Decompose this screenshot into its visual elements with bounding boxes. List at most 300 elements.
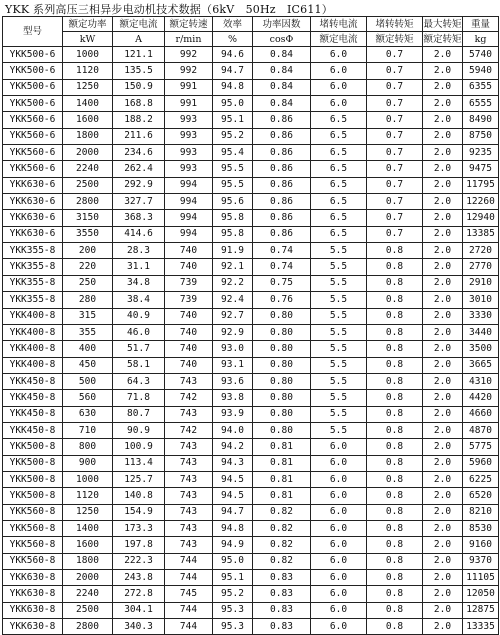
cell-max-torque: 2.0 xyxy=(423,259,463,275)
cell-speed: 992 xyxy=(165,63,213,79)
cell-efficiency: 95.8 xyxy=(213,226,253,242)
cell-locked-torque: 0.8 xyxy=(367,471,423,487)
cell-locked-current: 5.5 xyxy=(311,292,367,308)
cell-current: 304.1 xyxy=(113,602,165,618)
cell-speed: 991 xyxy=(165,96,213,112)
cell-speed: 743 xyxy=(165,488,213,504)
table-row xyxy=(3,520,499,536)
cell-speed: 993 xyxy=(165,128,213,144)
cell-efficiency: 94.9 xyxy=(213,537,253,553)
table-row xyxy=(3,570,499,586)
header-max-torque: 最大转矩 xyxy=(423,18,462,30)
cell-locked-torque: 0.8 xyxy=(367,488,423,504)
cell-current: 64.3 xyxy=(113,373,165,389)
cell-current: 243.8 xyxy=(113,570,165,586)
table-row xyxy=(3,553,499,569)
cell-model: YKK500-8 xyxy=(3,488,63,504)
cell-model: YKK400-8 xyxy=(3,324,63,340)
cell-power-factor: 0.82 xyxy=(253,553,311,569)
cell-max-torque: 2.0 xyxy=(423,161,463,177)
cell-locked-torque: 0.8 xyxy=(367,308,423,324)
cell-efficiency: 92.4 xyxy=(213,292,253,308)
cell-power: 2500 xyxy=(63,177,113,193)
cell-locked-current: 5.5 xyxy=(311,390,367,406)
cell-efficiency: 93.8 xyxy=(213,390,253,406)
cell-current: 46.0 xyxy=(113,324,165,340)
cell-power: 220 xyxy=(63,259,113,275)
cell-power-factor: 0.80 xyxy=(253,357,311,373)
cell-weight: 9235 xyxy=(463,145,499,161)
cell-max-torque: 2.0 xyxy=(423,275,463,291)
cell-power: 1250 xyxy=(63,504,113,520)
cell-max-torque: 2.0 xyxy=(423,537,463,553)
cell-efficiency: 94.8 xyxy=(213,79,253,95)
cell-power-factor: 0.86 xyxy=(253,194,311,210)
cell-model: YKK560-6 xyxy=(3,161,63,177)
cell-locked-current: 6.0 xyxy=(311,471,367,487)
cell-power-factor: 0.74 xyxy=(253,243,311,259)
cell-speed: 744 xyxy=(165,570,213,586)
cell-model: YKK630-6 xyxy=(3,177,63,193)
cell-current: 272.8 xyxy=(113,586,165,602)
cell-current: 80.7 xyxy=(113,406,165,422)
cell-current: 140.8 xyxy=(113,488,165,504)
cell-speed: 994 xyxy=(165,194,213,210)
cell-weight: 11795 xyxy=(463,177,499,193)
cell-power: 710 xyxy=(63,422,113,438)
cell-power: 2800 xyxy=(63,194,113,210)
cell-max-torque: 2.0 xyxy=(423,324,463,340)
cell-power: 2240 xyxy=(63,161,113,177)
table-row xyxy=(3,619,499,635)
cell-model: YKK400-8 xyxy=(3,308,63,324)
cell-weight: 9475 xyxy=(463,161,499,177)
cell-model: YKK450-8 xyxy=(3,422,63,438)
cell-efficiency: 95.1 xyxy=(213,112,253,128)
cell-speed: 743 xyxy=(165,504,213,520)
table-row xyxy=(3,373,499,389)
header-weight-unit: kg xyxy=(463,32,499,47)
cell-speed: 744 xyxy=(165,602,213,618)
cell-locked-torque: 0.7 xyxy=(367,112,423,128)
cell-speed: 743 xyxy=(165,406,213,422)
cell-efficiency: 95.2 xyxy=(213,586,253,602)
header-locked-current: 堵转电流 xyxy=(311,17,367,32)
cell-efficiency: 94.3 xyxy=(213,455,253,471)
cell-current: 34.8 xyxy=(113,275,165,291)
header-power-factor: 功率因数 xyxy=(253,17,311,32)
cell-power-factor: 0.86 xyxy=(253,112,311,128)
cell-power-factor: 0.86 xyxy=(253,161,311,177)
table-row xyxy=(3,341,499,357)
cell-max-torque: 2.0 xyxy=(423,602,463,618)
cell-current: 90.9 xyxy=(113,422,165,438)
cell-power-factor: 0.80 xyxy=(253,422,311,438)
cell-speed: 991 xyxy=(165,79,213,95)
cell-speed: 745 xyxy=(165,586,213,602)
cell-power: 1800 xyxy=(63,128,113,144)
cell-model: YKK355-8 xyxy=(3,292,63,308)
cell-model: YKK560-6 xyxy=(3,112,63,128)
table-body xyxy=(3,47,499,635)
table-row xyxy=(3,324,499,340)
cell-model: YKK500-6 xyxy=(3,63,63,79)
cell-max-torque: 2.0 xyxy=(423,96,463,112)
cell-weight: 2720 xyxy=(463,243,499,259)
cell-locked-torque: 0.8 xyxy=(367,570,423,586)
cell-efficiency: 94.7 xyxy=(213,63,253,79)
cell-locked-current: 6.5 xyxy=(311,177,367,193)
cell-model: YKK500-8 xyxy=(3,455,63,471)
cell-power-factor: 0.81 xyxy=(253,488,311,504)
cell-weight: 2770 xyxy=(463,259,499,275)
header-power-factor-unit: cosΦ xyxy=(253,32,311,47)
cell-efficiency: 93.9 xyxy=(213,406,253,422)
cell-locked-current: 5.5 xyxy=(311,308,367,324)
cell-speed: 994 xyxy=(165,177,213,193)
cell-current: 340.3 xyxy=(113,619,165,635)
cell-locked-current: 6.0 xyxy=(311,586,367,602)
cell-locked-current: 5.5 xyxy=(311,259,367,275)
cell-locked-torque: 0.7 xyxy=(367,210,423,226)
cell-power: 900 xyxy=(63,455,113,471)
cell-efficiency: 93.1 xyxy=(213,357,253,373)
cell-power: 1120 xyxy=(63,488,113,504)
cell-efficiency: 92.7 xyxy=(213,308,253,324)
cell-model: YKK630-6 xyxy=(3,226,63,242)
cell-current: 327.7 xyxy=(113,194,165,210)
cell-max-torque: 2.0 xyxy=(423,439,463,455)
cell-locked-torque: 0.8 xyxy=(367,341,423,357)
cell-current: 121.1 xyxy=(113,47,165,63)
cell-power: 1000 xyxy=(63,471,113,487)
table-row xyxy=(3,275,499,291)
cell-weight: 4660 xyxy=(463,406,499,422)
cell-efficiency: 95.3 xyxy=(213,602,253,618)
cell-locked-torque: 0.8 xyxy=(367,275,423,291)
cell-power-factor: 0.83 xyxy=(253,602,311,618)
cell-model: YKK560-6 xyxy=(3,145,63,161)
cell-max-torque: 2.0 xyxy=(423,373,463,389)
cell-weight: 8750 xyxy=(463,128,499,144)
cell-power-factor: 0.81 xyxy=(253,439,311,455)
cell-locked-torque: 0.8 xyxy=(367,439,423,455)
cell-locked-torque: 0.7 xyxy=(367,226,423,242)
header-speed-unit: r/min xyxy=(165,32,213,47)
cell-power: 800 xyxy=(63,439,113,455)
cell-weight: 12875 xyxy=(463,602,499,618)
cell-model: YKK355-8 xyxy=(3,259,63,275)
cell-weight: 5740 xyxy=(463,47,499,63)
cell-locked-torque: 0.7 xyxy=(367,145,423,161)
cell-max-torque: 2.0 xyxy=(423,194,463,210)
cell-locked-torque: 0.7 xyxy=(367,128,423,144)
cell-locked-current: 5.5 xyxy=(311,275,367,291)
cell-locked-torque: 0.8 xyxy=(367,292,423,308)
table-row xyxy=(3,96,499,112)
cell-speed: 740 xyxy=(165,243,213,259)
cell-model: YKK630-8 xyxy=(3,619,63,635)
cell-speed: 743 xyxy=(165,373,213,389)
cell-locked-current: 6.0 xyxy=(311,602,367,618)
cell-speed: 739 xyxy=(165,275,213,291)
cell-max-torque: 2.0 xyxy=(423,619,463,635)
cell-weight: 9160 xyxy=(463,537,499,553)
cell-weight: 12050 xyxy=(463,586,499,602)
cell-locked-torque: 0.8 xyxy=(367,422,423,438)
cell-locked-current: 6.0 xyxy=(311,96,367,112)
cell-locked-current: 6.0 xyxy=(311,47,367,63)
cell-locked-current: 6.0 xyxy=(311,537,367,553)
cell-locked-current: 6.5 xyxy=(311,128,367,144)
cell-current: 150.9 xyxy=(113,79,165,95)
cell-max-torque: 2.0 xyxy=(423,520,463,536)
cell-power: 3150 xyxy=(63,210,113,226)
cell-weight: 13335 xyxy=(463,619,499,635)
cell-max-torque: 2.0 xyxy=(423,553,463,569)
cell-efficiency: 95.8 xyxy=(213,210,253,226)
cell-power-factor: 0.84 xyxy=(253,63,311,79)
cell-power: 2240 xyxy=(63,586,113,602)
cell-efficiency: 94.8 xyxy=(213,520,253,536)
cell-locked-current: 6.0 xyxy=(311,570,367,586)
cell-speed: 993 xyxy=(165,161,213,177)
cell-locked-torque: 0.7 xyxy=(367,161,423,177)
cell-locked-torque: 0.8 xyxy=(367,586,423,602)
motor-spec-table xyxy=(2,16,499,635)
cell-power-factor: 0.84 xyxy=(253,96,311,112)
cell-efficiency: 94.2 xyxy=(213,439,253,455)
cell-max-torque: 2.0 xyxy=(423,390,463,406)
cell-current: 31.1 xyxy=(113,259,165,275)
cell-power: 1600 xyxy=(63,537,113,553)
header-power: 额定功率 xyxy=(63,17,113,32)
table-row xyxy=(3,63,499,79)
cell-model: YKK560-6 xyxy=(3,128,63,144)
cell-efficiency: 95.4 xyxy=(213,145,253,161)
cell-power-factor: 0.80 xyxy=(253,341,311,357)
cell-max-torque: 2.0 xyxy=(423,422,463,438)
cell-model: YKK500-8 xyxy=(3,439,63,455)
cell-power: 1000 xyxy=(63,47,113,63)
cell-power-factor: 0.81 xyxy=(253,471,311,487)
cell-power-factor: 0.86 xyxy=(253,128,311,144)
cell-max-torque: 2.0 xyxy=(423,292,463,308)
table-row xyxy=(3,308,499,324)
cell-max-torque: 2.0 xyxy=(423,226,463,242)
cell-weight: 6520 xyxy=(463,488,499,504)
cell-current: 135.5 xyxy=(113,63,165,79)
cell-efficiency: 93.0 xyxy=(213,341,253,357)
header-power-unit: kW xyxy=(63,32,113,47)
cell-locked-current: 6.5 xyxy=(311,145,367,161)
table-row xyxy=(3,243,499,259)
cell-max-torque: 2.0 xyxy=(423,455,463,471)
cell-power-factor: 0.81 xyxy=(253,455,311,471)
cell-weight: 5775 xyxy=(463,439,499,455)
table-row xyxy=(3,586,499,602)
cell-weight: 4310 xyxy=(463,373,499,389)
cell-efficiency: 95.5 xyxy=(213,177,253,193)
cell-locked-current: 6.5 xyxy=(311,226,367,242)
cell-efficiency: 95.3 xyxy=(213,619,253,635)
cell-efficiency: 95.0 xyxy=(213,96,253,112)
cell-max-torque: 2.0 xyxy=(423,210,463,226)
cell-weight: 12260 xyxy=(463,194,499,210)
cell-power: 500 xyxy=(63,373,113,389)
cell-weight: 5960 xyxy=(463,455,499,471)
header-efficiency-unit: % xyxy=(213,32,253,47)
cell-locked-torque: 0.8 xyxy=(367,619,423,635)
cell-weight: 2910 xyxy=(463,275,499,291)
cell-current: 100.9 xyxy=(113,439,165,455)
cell-power-factor: 0.80 xyxy=(253,390,311,406)
cell-power: 355 xyxy=(63,324,113,340)
cell-model: YKK630-8 xyxy=(3,602,63,618)
cell-power-factor: 0.74 xyxy=(253,259,311,275)
cell-efficiency: 95.5 xyxy=(213,161,253,177)
table-row xyxy=(3,161,499,177)
cell-locked-current: 5.5 xyxy=(311,422,367,438)
cell-model: YKK630-8 xyxy=(3,586,63,602)
cell-power-factor: 0.83 xyxy=(253,619,311,635)
cell-speed: 743 xyxy=(165,520,213,536)
cell-power: 2800 xyxy=(63,619,113,635)
cell-max-torque: 2.0 xyxy=(423,570,463,586)
cell-power: 280 xyxy=(63,292,113,308)
cell-locked-current: 5.5 xyxy=(311,373,367,389)
cell-speed: 992 xyxy=(165,47,213,63)
cell-locked-current: 6.0 xyxy=(311,455,367,471)
cell-model: YKK500-6 xyxy=(3,96,63,112)
header-locked-torque-sub: 额定转矩 xyxy=(367,32,423,47)
header-current: 额定电流 xyxy=(113,17,165,32)
cell-efficiency: 93.6 xyxy=(213,373,253,389)
cell-locked-torque: 0.8 xyxy=(367,390,423,406)
cell-locked-torque: 0.8 xyxy=(367,553,423,569)
cell-power: 1250 xyxy=(63,79,113,95)
cell-model: YKK500-6 xyxy=(3,47,63,63)
cell-speed: 993 xyxy=(165,112,213,128)
cell-max-torque: 2.0 xyxy=(423,63,463,79)
cell-max-torque: 2.0 xyxy=(423,243,463,259)
cell-locked-current: 6.0 xyxy=(311,619,367,635)
cell-power-factor: 0.80 xyxy=(253,324,311,340)
cell-power: 2500 xyxy=(63,602,113,618)
cell-max-torque: 2.0 xyxy=(423,79,463,95)
cell-model: YKK400-8 xyxy=(3,341,63,357)
cell-power-factor: 0.82 xyxy=(253,537,311,553)
cell-weight: 6355 xyxy=(463,79,499,95)
cell-power-factor: 0.80 xyxy=(253,308,311,324)
table-row xyxy=(3,292,499,308)
cell-locked-current: 5.5 xyxy=(311,406,367,422)
cell-locked-torque: 0.7 xyxy=(367,96,423,112)
cell-locked-torque: 0.8 xyxy=(367,357,423,373)
table-row xyxy=(3,471,499,487)
cell-max-torque: 2.0 xyxy=(423,586,463,602)
cell-current: 211.6 xyxy=(113,128,165,144)
table-row xyxy=(3,47,499,63)
cell-power-factor: 0.86 xyxy=(253,226,311,242)
cell-weight: 6225 xyxy=(463,471,499,487)
cell-locked-torque: 0.7 xyxy=(367,79,423,95)
cell-locked-current: 6.0 xyxy=(311,553,367,569)
cell-locked-torque: 0.8 xyxy=(367,259,423,275)
header-weight: 重量 xyxy=(463,17,499,32)
cell-locked-current: 6.0 xyxy=(311,488,367,504)
cell-speed: 742 xyxy=(165,422,213,438)
table-row xyxy=(3,455,499,471)
cell-power: 1800 xyxy=(63,553,113,569)
cell-speed: 740 xyxy=(165,324,213,340)
table-row xyxy=(3,357,499,373)
cell-weight: 8210 xyxy=(463,504,499,520)
cell-weight: 8490 xyxy=(463,112,499,128)
cell-speed: 740 xyxy=(165,259,213,275)
cell-locked-current: 6.0 xyxy=(311,439,367,455)
cell-locked-current: 6.0 xyxy=(311,63,367,79)
cell-power-factor: 0.83 xyxy=(253,586,311,602)
cell-max-torque: 2.0 xyxy=(423,47,463,63)
cell-model: YKK500-8 xyxy=(3,471,63,487)
cell-efficiency: 95.2 xyxy=(213,128,253,144)
cell-speed: 743 xyxy=(165,471,213,487)
cell-model: YKK355-8 xyxy=(3,275,63,291)
cell-locked-torque: 0.8 xyxy=(367,602,423,618)
table-row xyxy=(3,537,499,553)
cell-locked-torque: 0.8 xyxy=(367,504,423,520)
cell-speed: 740 xyxy=(165,357,213,373)
cell-model: YKK630-6 xyxy=(3,210,63,226)
cell-model: YKK450-8 xyxy=(3,373,63,389)
cell-weight: 11105 xyxy=(463,570,499,586)
cell-speed: 744 xyxy=(165,619,213,635)
cell-power-factor: 0.84 xyxy=(253,79,311,95)
cell-weight: 3665 xyxy=(463,357,499,373)
cell-max-torque: 2.0 xyxy=(423,341,463,357)
cell-power: 1400 xyxy=(63,520,113,536)
cell-weight: 4420 xyxy=(463,390,499,406)
cell-speed: 742 xyxy=(165,390,213,406)
cell-power-factor: 0.83 xyxy=(253,570,311,586)
cell-current: 173.3 xyxy=(113,520,165,536)
cell-speed: 994 xyxy=(165,226,213,242)
cell-locked-current: 6.5 xyxy=(311,194,367,210)
cell-locked-torque: 0.8 xyxy=(367,324,423,340)
cell-locked-torque: 0.8 xyxy=(367,455,423,471)
cell-weight: 3500 xyxy=(463,341,499,357)
cell-locked-torque: 0.8 xyxy=(367,406,423,422)
cell-power: 630 xyxy=(63,406,113,422)
cell-locked-torque: 0.7 xyxy=(367,63,423,79)
cell-current: 113.4 xyxy=(113,455,165,471)
cell-model: YKK450-8 xyxy=(3,406,63,422)
table-row xyxy=(3,194,499,210)
header-locked-current-sub: 额定电流 xyxy=(311,32,367,47)
cell-current: 51.7 xyxy=(113,341,165,357)
table-row xyxy=(3,210,499,226)
cell-power-factor: 0.84 xyxy=(253,47,311,63)
cell-max-torque: 2.0 xyxy=(423,406,463,422)
cell-power: 3550 xyxy=(63,226,113,242)
cell-speed: 743 xyxy=(165,455,213,471)
cell-power: 2000 xyxy=(63,145,113,161)
table-title: YKK 系列高压三相异步电动机技术数据（6kV 50Hz IC611） xyxy=(5,3,333,16)
table-row xyxy=(3,177,499,193)
cell-locked-torque: 0.8 xyxy=(367,520,423,536)
cell-locked-current: 5.5 xyxy=(311,357,367,373)
